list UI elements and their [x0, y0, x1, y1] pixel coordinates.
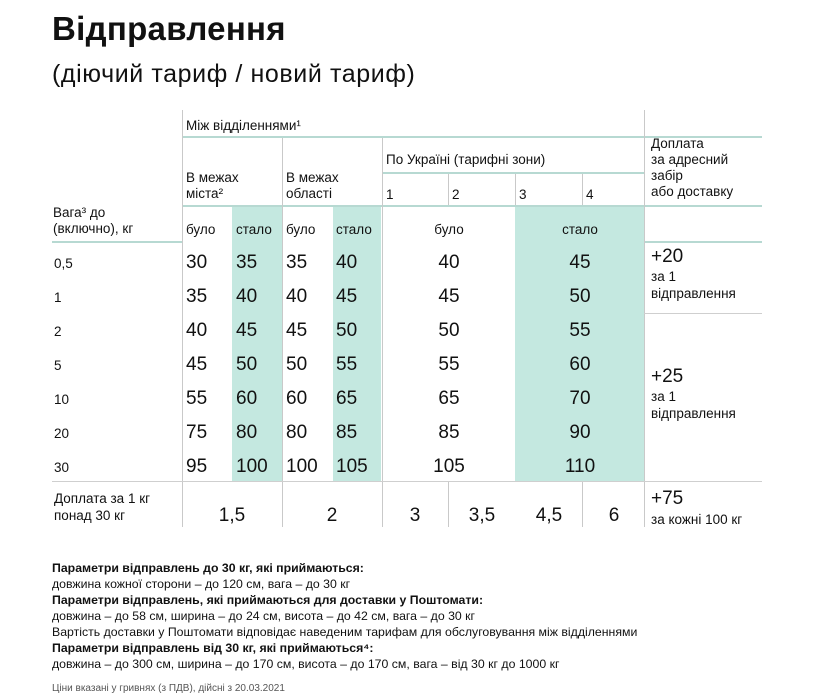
weight-cell: 20 — [54, 426, 70, 441]
ukraine-was-cell: 105 — [433, 456, 465, 477]
ukraine-became-cell: 90 — [569, 422, 591, 443]
header-rule-zones — [382, 172, 644, 174]
city-header-line2: міста² — [186, 186, 224, 201]
ukraine-was-cell: 40 — [438, 252, 460, 273]
city-was-cell: 30 — [186, 252, 208, 273]
divider-ukraine — [382, 138, 383, 527]
ukraine-became-cell: 50 — [569, 286, 591, 307]
zone-3-header: 3 — [519, 187, 527, 202]
weight-header — [53, 205, 133, 237]
zone-4-header: 4 — [586, 187, 594, 202]
region-became-cell: 40 — [336, 252, 358, 273]
weight-cell: 0,5 — [54, 256, 73, 271]
region-was-cell: 50 — [286, 354, 308, 375]
parameters-notes — [52, 560, 637, 672]
note-line: Параметри відправлень, які приймаються для доставки у Поштомати: — [52, 593, 484, 607]
zone-2-header: 2 — [452, 187, 460, 202]
city-was-label: було — [186, 222, 216, 237]
weight-cell: 5 — [54, 358, 62, 373]
city-became-cell: 45 — [236, 320, 258, 341]
page-title: Відправлення — [52, 10, 286, 47]
city-was-cell: 75 — [186, 422, 208, 443]
divider-zone2 — [448, 174, 449, 205]
divider-extra-z4 — [582, 482, 583, 527]
extra-city: 1,5 — [218, 505, 246, 526]
divider-zone4 — [582, 174, 583, 205]
surcharge-text-line1: за 1 — [651, 389, 676, 404]
region-became-label: стало — [336, 222, 372, 237]
header-rule-weight — [52, 241, 182, 243]
between-branches-header: Між відділеннями¹ — [186, 118, 301, 133]
city-header — [186, 170, 239, 202]
region-was-cell: 80 — [286, 422, 308, 443]
footnote: Ціни вказані у гривнях (з ПДВ), дійсні з 20.03.2021 — [52, 683, 285, 694]
surcharge-header-line2: за адресний — [651, 152, 729, 167]
note-line: довжина – до 58 см, ширина – до 24 см, висота – до 42 см, вага – до 30 кг — [52, 609, 476, 623]
city-became-cell: 80 — [236, 422, 258, 443]
city-was-cell: 95 — [186, 456, 208, 477]
divider-extra-z2 — [448, 482, 449, 527]
extra-surcharge-value: +75 — [651, 488, 684, 509]
weight-header-line2: (включно), кг — [53, 221, 134, 236]
ukraine-became-cell: 70 — [569, 388, 591, 409]
extra-region: 2 — [326, 505, 338, 526]
city-was-cell: 45 — [186, 354, 208, 375]
ukraine-became-cell: 45 — [569, 252, 591, 273]
city-was-cell: 35 — [186, 286, 208, 307]
extra-surcharge-text: за кожні 100 кг — [651, 512, 743, 527]
region-header-line2: області — [286, 186, 332, 201]
surcharge-group-rule — [644, 313, 762, 314]
note-line: Параметри відправлень до 30 кг, які приймаються: — [52, 561, 364, 575]
region-was-cell: 60 — [286, 388, 308, 409]
divider-zone3 — [515, 174, 516, 205]
extra-row-label — [54, 490, 150, 524]
city-was-cell: 55 — [186, 388, 208, 409]
ukraine-became-label: стало — [562, 222, 598, 237]
surcharge-header-line1: Доплата — [651, 136, 704, 151]
city-became-cell: 35 — [236, 252, 258, 273]
ukraine-became-cell: 60 — [569, 354, 591, 375]
surcharge-text-line2: відправлення — [651, 286, 736, 301]
note-line: довжина – до 300 см, ширина – до 170 см, висота – до 170 см, вага – від 30 кг до 1000 кг — [52, 657, 560, 671]
ukraine-was-cell: 50 — [438, 320, 460, 341]
divider-region — [282, 138, 283, 527]
region-became-cell: 50 — [336, 320, 358, 341]
header-rule-surcharge — [644, 241, 762, 243]
region-was-label: було — [286, 222, 316, 237]
region-was-cell: 40 — [286, 286, 308, 307]
extra-zone-2: 3,5 — [468, 505, 496, 526]
divider-city — [182, 110, 183, 527]
city-became-cell: 100 — [236, 456, 268, 477]
surcharge-text-line1: за 1 — [651, 269, 676, 284]
weight-cell: 30 — [54, 460, 70, 475]
city-became-label: стало — [236, 222, 272, 237]
city-header-line1: В межах — [186, 170, 239, 185]
ukraine-was-cell: 45 — [438, 286, 460, 307]
region-became-cell: 85 — [336, 422, 358, 443]
weight-cell: 10 — [54, 392, 70, 407]
surcharge-value: +25 — [651, 366, 684, 387]
surcharge-header-line4: або доставку — [651, 184, 734, 199]
note-line: довжина кожної сторони – до 120 см, вага – до 30 кг — [52, 577, 351, 591]
region-header-line1: В межах — [286, 170, 339, 185]
extra-zone-1: 3 — [409, 505, 421, 526]
ukraine-header: По Україні (тарифні зони) — [386, 152, 546, 167]
extra-row-top-rule — [52, 481, 762, 482]
page-subtitle: (діючий тариф / новий тариф) — [52, 60, 416, 88]
weight-cell: 1 — [54, 290, 62, 305]
weight-header-line1: Вага³ до — [53, 205, 106, 220]
surcharge-group-1 — [651, 246, 736, 302]
region-was-cell: 35 — [286, 252, 308, 273]
extra-surcharge — [651, 488, 742, 527]
city-became-cell: 50 — [236, 354, 258, 375]
extra-label-line2: понад 30 кг — [54, 508, 126, 523]
region-was-cell: 100 — [286, 456, 318, 477]
note-line: Вартість доставки у Поштомати відповідає наведеним тарифам для обслуговування між відділеннями — [52, 625, 638, 639]
extra-zone-4: 6 — [608, 505, 620, 526]
surcharge-group-2 — [651, 366, 736, 422]
surcharge-header-line3: забір — [651, 168, 683, 183]
ukraine-was-cell: 65 — [438, 388, 460, 409]
extra-zone-3: 4,5 — [535, 505, 563, 526]
zone-1-header: 1 — [386, 187, 394, 202]
region-header — [286, 170, 339, 202]
note-line: Параметри відправлень від 30 кг, які приймаються⁴: — [52, 641, 374, 655]
header-rule-main — [182, 205, 762, 207]
ukraine-was-label: було — [434, 222, 464, 237]
region-became-cell: 55 — [336, 354, 358, 375]
city-became-cell: 40 — [236, 286, 258, 307]
city-was-cell: 40 — [186, 320, 208, 341]
city-became-cell: 60 — [236, 388, 258, 409]
extra-label-line1: Доплата за 1 кг — [54, 491, 151, 506]
region-became-cell: 45 — [336, 286, 358, 307]
region-became-cell: 105 — [336, 456, 368, 477]
ukraine-became-cell: 55 — [569, 320, 591, 341]
region-became-cell: 65 — [336, 388, 358, 409]
ukraine-became-cell: 110 — [564, 456, 596, 477]
surcharge-value: +20 — [651, 246, 684, 267]
divider-surcharge — [644, 110, 645, 527]
region-was-cell: 45 — [286, 320, 308, 341]
ukraine-was-cell: 55 — [438, 354, 460, 375]
weight-cell: 2 — [54, 324, 62, 339]
surcharge-header — [651, 136, 733, 200]
surcharge-text-line2: відправлення — [651, 406, 736, 421]
ukraine-was-cell: 85 — [438, 422, 460, 443]
